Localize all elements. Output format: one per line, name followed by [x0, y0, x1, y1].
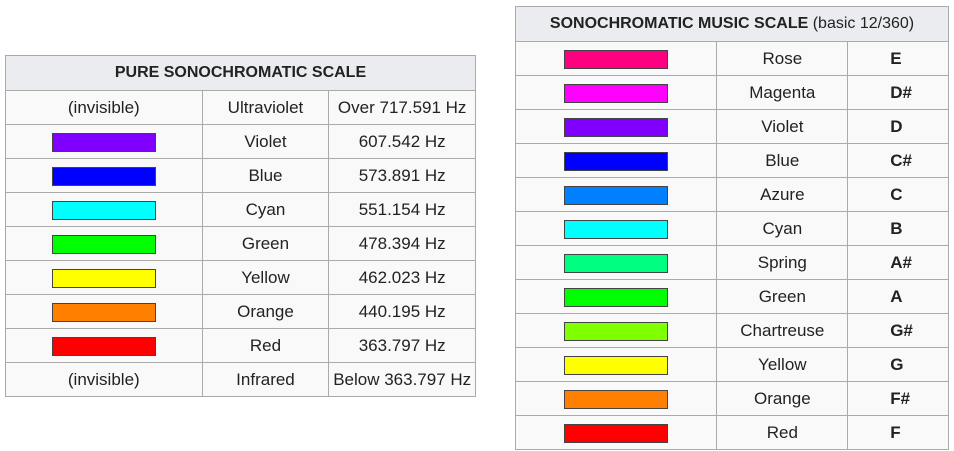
color-swatch [564, 356, 668, 375]
color-swatch [52, 269, 156, 288]
music-scale-color-name: Red [717, 416, 848, 450]
music-scale-swatch-cell [516, 212, 717, 246]
music-scale-row [516, 178, 949, 212]
music-scale-note: B [848, 212, 949, 246]
music-scale-swatch-cell [516, 178, 717, 212]
pure-scale-color-name: Blue [202, 159, 329, 193]
pure-scale-swatch-cell [6, 227, 203, 261]
music-scale-row [516, 76, 949, 110]
color-swatch [564, 322, 668, 341]
pure-scale-swatch-cell [6, 363, 203, 397]
color-swatch [564, 84, 668, 103]
music-scale-note: E [848, 42, 949, 76]
pure-scale-body [6, 91, 476, 397]
music-scale-note: G [848, 348, 949, 382]
pure-scale-color-name: Green [202, 227, 329, 261]
music-scale-note: D [848, 110, 949, 144]
color-swatch [52, 303, 156, 322]
music-scale-color-name: Violet [717, 110, 848, 144]
color-swatch [564, 254, 668, 273]
color-swatch [564, 288, 668, 307]
music-scale-note: F [848, 416, 949, 450]
pure-scale-color-name: Yellow [202, 261, 329, 295]
music-scale-color-name: Azure [717, 178, 848, 212]
color-swatch [564, 118, 668, 137]
pure-scale-frequency: 363.797 Hz [329, 329, 476, 363]
pure-scale-row [6, 295, 476, 329]
music-scale-swatch-cell [516, 42, 717, 76]
music-scale-swatch-cell [516, 76, 717, 110]
pure-scale-color-name: Infrared [202, 363, 329, 397]
pure-scale-swatch-cell [6, 159, 203, 193]
music-scale-row [516, 212, 949, 246]
pure-scale-swatch-cell [6, 295, 203, 329]
music-scale-title: SONOCHROMATIC MUSIC SCALE [549, 15, 809, 32]
color-swatch [564, 50, 668, 69]
pure-scale-swatch-cell [6, 193, 203, 227]
music-scale-color-name: Spring [717, 246, 848, 280]
music-scale-header-row [516, 7, 949, 42]
pure-sonochromatic-scale-table [5, 55, 476, 397]
color-swatch [564, 424, 668, 443]
color-swatch [564, 220, 668, 239]
music-scale-note: C [848, 178, 949, 212]
music-scale-row [516, 416, 949, 450]
music-scale-note: A [848, 280, 949, 314]
music-scale-color-name: Cyan [717, 212, 848, 246]
music-scale-color-name: Magenta [717, 76, 848, 110]
pure-scale-frequency: 462.023 Hz [329, 261, 476, 295]
pure-scale-header-row [6, 56, 476, 91]
music-scale-subtitle: (basic 12/360) [812, 15, 915, 32]
music-scale-color-name: Orange [717, 382, 848, 416]
pure-scale-swatch-cell [6, 329, 203, 363]
music-scale-color-name: Green [717, 280, 848, 314]
pure-scale-row [6, 193, 476, 227]
color-swatch [564, 186, 668, 205]
color-swatch [52, 235, 156, 254]
color-swatch [52, 133, 156, 152]
music-scale-color-name: Rose [717, 42, 848, 76]
pure-scale-frequency: 440.195 Hz [329, 295, 476, 329]
pure-scale-color-name: Cyan [202, 193, 329, 227]
music-scale-note: F# [848, 382, 949, 416]
music-scale-row [516, 246, 949, 280]
music-scale-color-name: Blue [717, 144, 848, 178]
pure-scale-frequency: 478.394 Hz [329, 227, 476, 261]
music-scale-swatch-cell [516, 382, 717, 416]
music-scale-swatch-cell [516, 280, 717, 314]
pure-scale-row [6, 329, 476, 363]
pure-scale-frequency: Over 717.591 Hz [329, 91, 476, 125]
music-scale-body [516, 42, 949, 450]
music-scale-color-name: Yellow [717, 348, 848, 382]
music-scale-swatch-cell [516, 246, 717, 280]
pure-scale-swatch-cell [6, 91, 203, 125]
music-scale-color-name: Chartreuse [717, 314, 848, 348]
music-scale-swatch-cell [516, 348, 717, 382]
pure-scale-row [6, 159, 476, 193]
music-scale-row [516, 382, 949, 416]
music-scale-note: D# [848, 76, 949, 110]
music-scale-note: C# [848, 144, 949, 178]
music-scale-row [516, 110, 949, 144]
music-scale-swatch-cell [516, 416, 717, 450]
pure-scale-row [6, 261, 476, 295]
sonochromatic-music-scale-table [515, 6, 949, 450]
music-scale-row [516, 314, 949, 348]
invisible-label: (invisible) [67, 97, 140, 117]
color-swatch [52, 201, 156, 220]
pure-scale-frequency: 551.154 Hz [329, 193, 476, 227]
music-scale-row [516, 348, 949, 382]
pure-scale-title: PURE SONOCHROMATIC SCALE [6, 56, 476, 91]
pure-scale-color-name: Violet [202, 125, 329, 159]
music-scale-note: A# [848, 246, 949, 280]
music-scale-swatch-cell [516, 314, 717, 348]
pure-scale-frequency: Below 363.797 Hz [329, 363, 476, 397]
music-scale-row [516, 42, 949, 76]
pure-scale-color-name: Ultraviolet [202, 91, 329, 125]
music-scale-note: G# [848, 314, 949, 348]
music-scale-swatch-cell [516, 110, 717, 144]
pure-scale-color-name: Orange [202, 295, 329, 329]
pure-scale-color-name: Red [202, 329, 329, 363]
pure-scale-swatch-cell [6, 261, 203, 295]
music-scale-row [516, 144, 949, 178]
pure-scale-frequency: 607.542 Hz [329, 125, 476, 159]
pure-scale-swatch-cell [6, 125, 203, 159]
pure-scale-row [6, 91, 476, 125]
pure-scale-row [6, 125, 476, 159]
color-swatch [564, 152, 668, 171]
pure-scale-frequency: 573.891 Hz [329, 159, 476, 193]
music-scale-swatch-cell [516, 144, 717, 178]
music-scale-header [516, 7, 949, 42]
pure-scale-row [6, 227, 476, 261]
color-swatch [52, 337, 156, 356]
color-swatch [52, 167, 156, 186]
music-scale-row [516, 280, 949, 314]
color-swatch [564, 390, 668, 409]
pure-scale-row [6, 363, 476, 397]
invisible-label: (invisible) [67, 369, 140, 389]
